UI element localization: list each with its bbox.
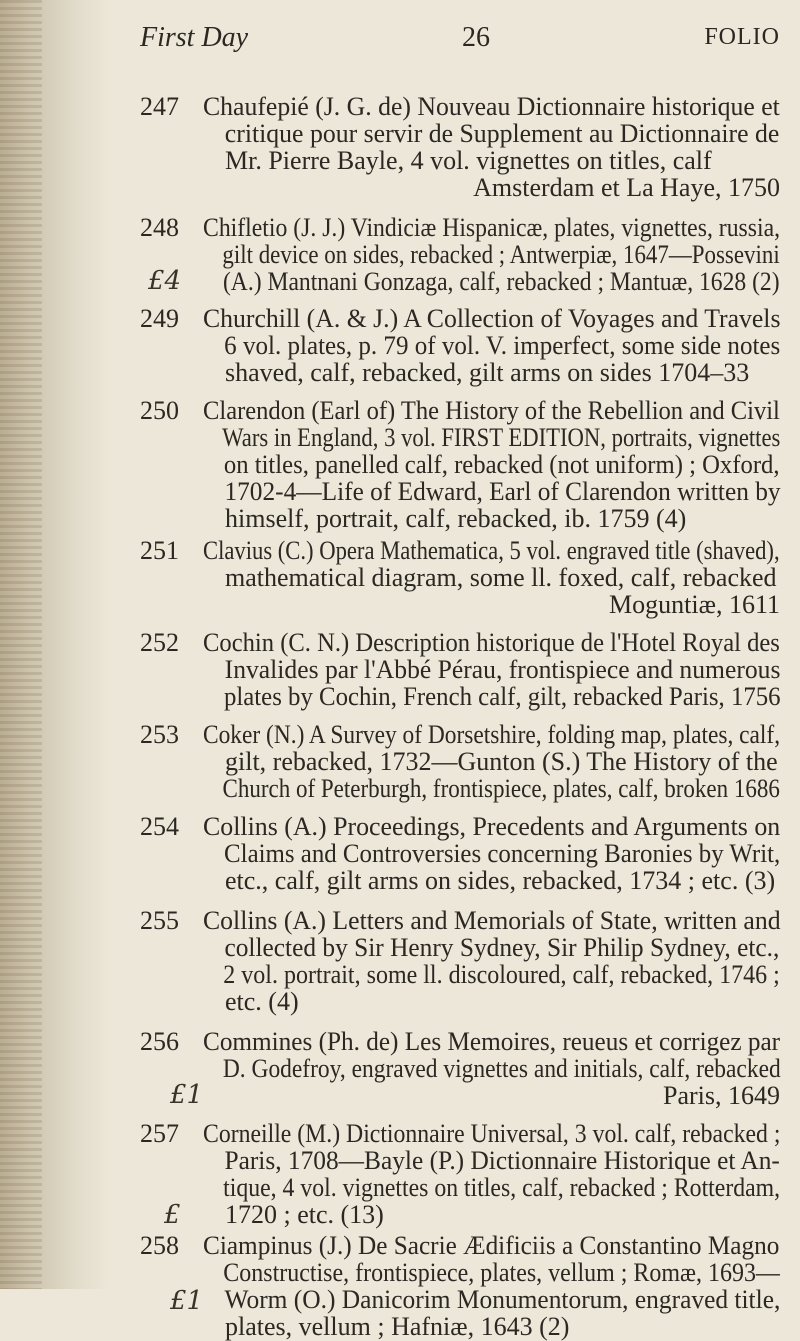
description-line: gilt device on sides, rebacked ; Antwerpiæ, 1647—Possevini <box>222 240 780 269</box>
lot-number: 258 <box>140 1231 179 1260</box>
lot-description <box>203 214 780 295</box>
lot-description <box>203 1028 780 1109</box>
description-line: Invalides par l'Abbé Pérau, frontispiece and numerous <box>224 655 781 684</box>
lot-description <box>203 305 780 386</box>
description-line: plates, vellum ; Hafniæ, 1643 (2) <box>225 1312 570 1341</box>
page-number: 26 <box>462 22 490 53</box>
lot-number: 257 <box>140 1119 179 1148</box>
description-line: Paris, 1708—Bayle (P.) Dictionnaire Historique et An- <box>224 1146 780 1175</box>
lot-number: 256 <box>140 1027 179 1056</box>
description-line: etc., calf, gilt arms on sides, rebacked, 1734 ; etc. (3) <box>225 866 776 895</box>
description-line: plates by Cochin, French calf, gilt, rebacked Paris, 1756 <box>223 682 781 711</box>
description-line: Clavius (C.) Opera Mathematica, 5 vol. engraved title (shaved), <box>203 536 780 565</box>
description-line: 1702-4—Life of Edward, Earl of Clarendon written by <box>224 477 781 506</box>
lot-description <box>203 721 780 802</box>
description-line: Chifletio (J. J.) Vindiciæ Hispanicæ, plates, vignettes, russia, <box>203 213 781 242</box>
running-head-left: First Day <box>140 22 249 53</box>
description-line: Claims and Controversies concerning Baronies by Writ, <box>224 839 781 868</box>
handwritten-price-mark: £1 <box>170 1080 204 1110</box>
lot-description <box>203 93 780 201</box>
lot-description <box>203 813 780 894</box>
lot-description <box>203 397 780 532</box>
lot-number: 251 <box>140 536 179 565</box>
description-line: 6 vol. plates, p. 79 of vol. V. imperfect, some side notes <box>224 331 781 360</box>
description-line: Collins (A.) Letters and Memorials of State, written and <box>203 906 781 935</box>
lot-number: 248 <box>140 213 179 242</box>
handwritten-price-mark: £4 <box>148 266 182 296</box>
lot-description <box>203 629 780 710</box>
description-line: 2 vol. portrait, some ll. discoloured, calf, rebacked, 1746 ; <box>223 960 780 989</box>
lot-number: 249 <box>140 304 179 333</box>
description-line: Chaufepié (J. G. de) Nouveau Dictionnaire historique et <box>203 92 780 121</box>
description-line: Church of Peterburgh, frontispiece, plates, calf, broken 1686 <box>222 774 780 803</box>
description-line: Paris, 1649 <box>663 1081 780 1110</box>
description-line: mathematical diagram, some ll. foxed, calf, rebacked <box>225 563 777 592</box>
running-head-right: FOLIO <box>704 24 780 50</box>
page-header <box>140 22 780 62</box>
description-line: Clarendon (Earl of) The History of the Rebellion and Civil <box>203 396 780 425</box>
description-line: Wars in England, 3 vol. FIRST EDITION, portraits, vignettes <box>222 423 781 452</box>
description-line: Mr. Pierre Bayle, 4 vol. vignettes on titles, calf <box>225 146 712 175</box>
description-line: shaved, calf, rebacked, gilt arms on sides 1704–33 <box>225 358 750 387</box>
description-line: Coker (N.) A Survey of Dorsetshire, folding map, plates, calf, <box>203 720 781 749</box>
description-line: critique pour servir de Supplement au Dictionnaire de <box>224 119 780 148</box>
description-line: Cochin (C. N.) Description historique de l'Hotel Royal des <box>203 628 780 657</box>
description-line: Amsterdam et La Haye, 1750 <box>473 173 780 202</box>
scan-page-edge <box>0 0 110 1289</box>
description-line: collected by Sir Henry Sydney, Sir Philip Sydney, etc., <box>224 933 780 962</box>
description-line: Collins (A.) Proceedings, Precedents and Arguments on <box>203 812 781 841</box>
description-line: gilt, rebacked, 1732—Gunton (S.) The History of the <box>225 747 778 776</box>
description-line: Constructise, frontispiece, plates, vellum ; Romæ, 1693— <box>223 1258 780 1287</box>
description-line: 1720 ; etc. (13) <box>225 1200 384 1229</box>
description-line: on titles, panelled calf, rebacked (not uniform) ; Oxford, <box>223 450 780 479</box>
description-line: etc. (4) <box>225 987 299 1016</box>
handwritten-price-mark: £1 <box>170 1286 204 1316</box>
description-line: Churchill (A. & J.) A Collection of Voyages and Travels <box>203 304 781 333</box>
lot-description <box>203 907 780 1015</box>
description-line: tique, 4 vol. vignettes on titles, calf, rebacked ; Rotterdam, <box>223 1173 781 1202</box>
handwritten-price-mark: £ <box>164 1200 181 1230</box>
lot-description <box>203 1120 780 1228</box>
lot-number: 247 <box>140 92 179 121</box>
description-line: Moguntiæ, 1611 <box>609 590 780 619</box>
description-line: (A.) Mantnani Gonzaga, calf, rebacked ; Mantuæ, 1628 (2) <box>222 267 780 296</box>
description-line: Worm (O.) Danicorim Monumentorum, engraved title, <box>224 1285 781 1314</box>
lot-number: 254 <box>140 812 179 841</box>
lot-number: 250 <box>140 396 179 425</box>
catalogue-page <box>140 0 790 1289</box>
description-line: himself, portrait, calf, rebacked, ib. 1759 (4) <box>225 504 687 533</box>
lot-number: 252 <box>140 628 179 657</box>
lot-description <box>203 537 780 618</box>
description-line: Ciampinus (J.) De Sacrie Ædificiis a Constantino Magno <box>203 1231 780 1260</box>
description-line: Corneille (M.) Dictionnaire Universal, 3 vol. calf, rebacked ; <box>203 1119 781 1148</box>
description-line: Commines (Ph. de) Les Memoires, reueus et corrigez par <box>203 1027 781 1056</box>
lot-number: 253 <box>140 720 179 749</box>
description-line: D. Godefroy, engraved vignettes and initials, calf, rebacked <box>222 1054 781 1083</box>
lot-number: 255 <box>140 906 179 935</box>
